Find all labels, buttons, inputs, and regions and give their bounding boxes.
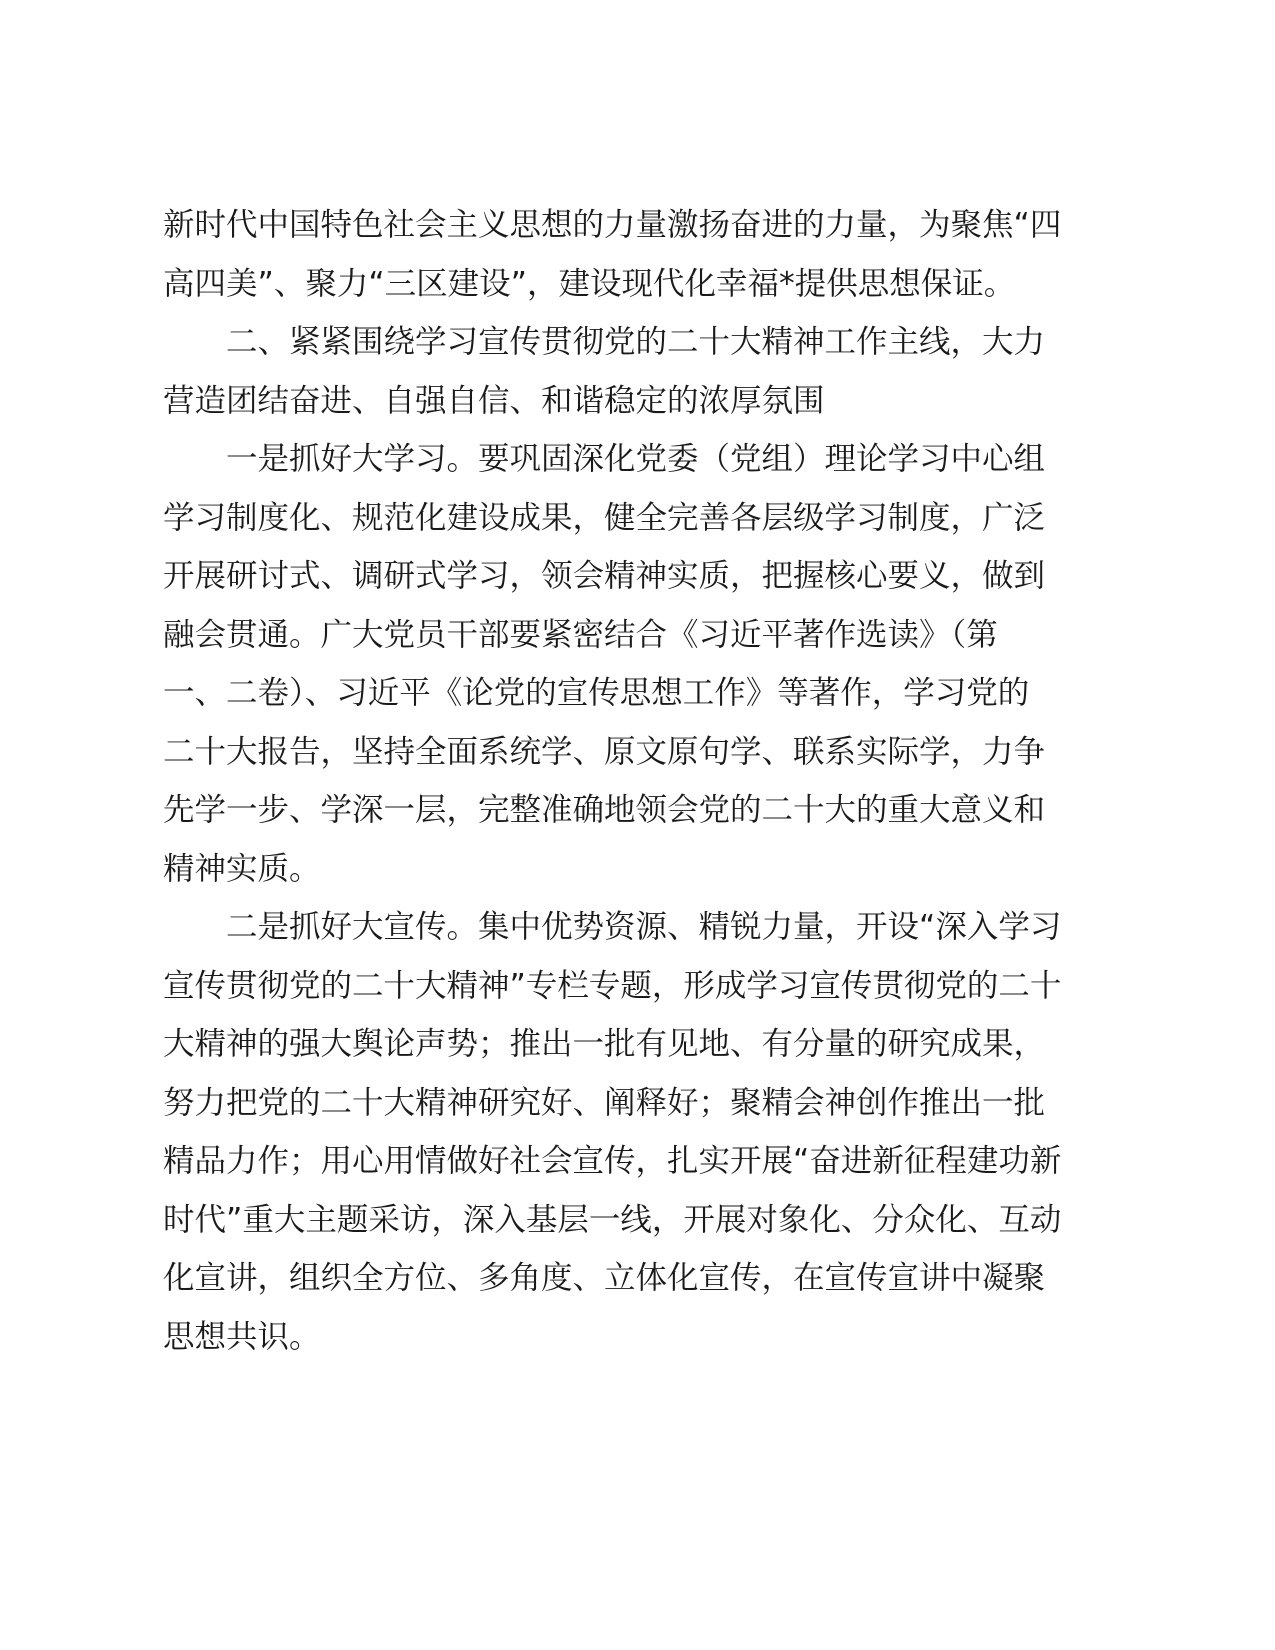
body-line: 努力把党的二十大精神研究好、阐释好；聚精会神创作推出一批 bbox=[163, 1084, 1046, 1121]
body-line: 学习制度化、规范化建设成果，健全完善各层级学习制度，广泛 bbox=[163, 499, 1046, 536]
body-line: 时代”重大主题采访，深入基层一线，开展对象化、分众化、互动 bbox=[163, 1201, 1062, 1238]
body-line: 高四美”、聚力“三区建设”，建设现代化幸福*提供思想保证。 bbox=[163, 265, 1016, 302]
body-line: 一、二卷）、习近平《论党的宣传思想工作》等著作，学习党的 bbox=[163, 675, 1030, 711]
section-heading-line: 营造团结奋进、自强自信、和谐稳定的浓厚氛围 bbox=[163, 382, 825, 419]
document-body bbox=[163, 196, 1113, 1366]
body-line: 开展研讨式、调研式学习，领会精神实质，把握核心要义，做到 bbox=[163, 558, 1046, 594]
paragraph-first-line: 二是抓好大宣传。集中优势资源、精锐力量，开设“深入学习 bbox=[226, 909, 1062, 945]
body-line: 大精神的强大舆论声势；推出一批有见地、有分量的研究成果， bbox=[163, 1026, 1046, 1062]
body-line: 精品力作；用心用情做好社会宣传，扎实开展“奋进新征程建功新 bbox=[163, 1143, 1062, 1179]
paragraph-first-line: 一是抓好大学习。要巩固深化党委（党组）理论学习中心组 bbox=[226, 441, 1046, 477]
body-line: 融会贯通。广大党员干部要紧密结合《习近平著作选读》（第 bbox=[163, 616, 998, 653]
body-line: 先学一步、学深一层，完整准确地领会党的二十大的重大意义和 bbox=[163, 792, 1046, 828]
body-line: 思想共识。 bbox=[163, 1318, 321, 1355]
body-line: 二十大报告，坚持全面系统学、原文原句学、联系实际学，力争 bbox=[163, 733, 1046, 770]
body-line: 精神实质。 bbox=[163, 850, 321, 887]
body-line: 宣传贯彻党的二十大精神”专栏专题，形成学习宣传贯彻党的二十 bbox=[163, 967, 1062, 1004]
section-heading-line: 二、紧紧围绕学习宣传贯彻党的二十大精神工作主线，大力 bbox=[226, 324, 1046, 360]
body-line: 新时代中国特色社会主义思想的力量激扬奋进的力量，为聚焦“四 bbox=[163, 207, 1062, 243]
body-line: 化宣讲，组织全方位、多角度、立体化宣传，在宣传宣讲中凝聚 bbox=[163, 1260, 1046, 1296]
